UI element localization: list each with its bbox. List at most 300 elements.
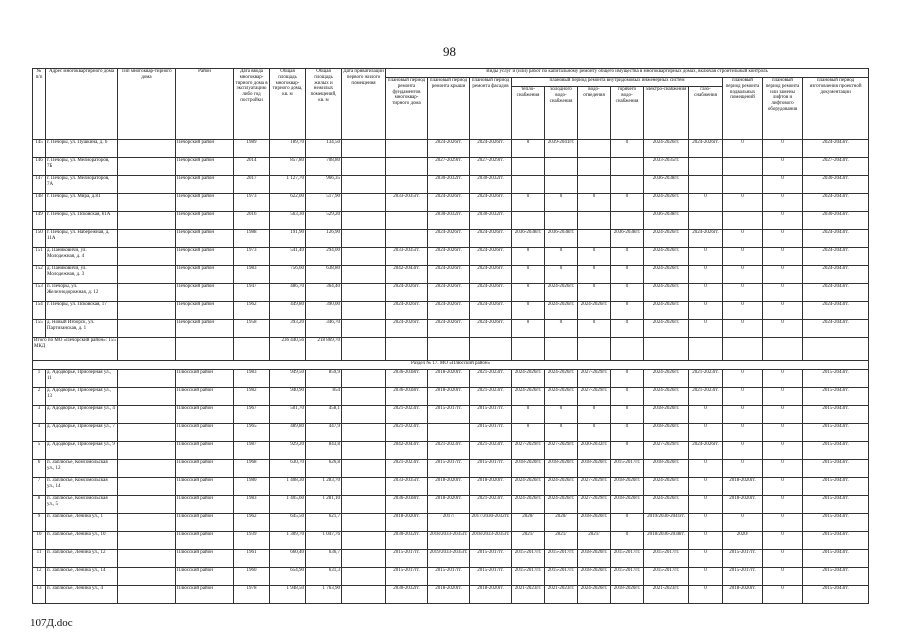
cell-lift: 0 [763, 158, 803, 176]
cell-total: 857,80 [270, 158, 306, 176]
cell-type [118, 514, 176, 532]
cell-heat [512, 176, 545, 194]
cell-year: 1973 [234, 248, 270, 266]
cell-type [118, 284, 176, 302]
cell-fund: 2033-2035гг. [386, 478, 428, 496]
cell-gas: 0 [689, 478, 723, 496]
cell-facade: 2024-2026гг. [470, 266, 512, 284]
cell-priv [342, 550, 386, 568]
cell-priv [342, 442, 386, 460]
cell-living: 843,8 [306, 442, 342, 460]
cell-year: 1968 [234, 460, 270, 478]
cell-fund [386, 158, 428, 176]
cell-drain: 0 [578, 406, 611, 424]
cell-district: Плюсский район [176, 442, 234, 460]
cell-district: Плюсский район [176, 388, 234, 406]
header-privatization: Дата приватизации первого жилого помещения [342, 69, 386, 140]
cell-docs: 2030-2043гг. [803, 212, 869, 230]
cell-docs: 2030-2043гг. [803, 176, 869, 194]
cell-docs: 2015-2043гг. [803, 586, 869, 604]
cell-lift: 0 [763, 550, 803, 568]
cell-cold: 0 [545, 194, 578, 212]
cell-drain: 0 [578, 194, 611, 212]
cell-drain: 2018-2020гг. [578, 568, 611, 586]
cell-hot [611, 158, 644, 176]
cell-year: 1939 [234, 532, 270, 550]
cell-fund: 2042-2043гг. [386, 266, 428, 284]
cell-living: 447,9 [306, 424, 342, 442]
cell-facade: 2024-2026гг. [470, 140, 512, 158]
cell-total: 449,80 [270, 302, 306, 320]
cell-priv [342, 514, 386, 532]
cell-heat: 0 [512, 320, 545, 338]
table-row [33, 442, 869, 460]
cell-address: г. Печоры, ул. Мелиораторов, 7А [46, 176, 118, 194]
cell-cold: 2024-2026гг. [545, 302, 578, 320]
cell-priv [342, 568, 386, 586]
header-drain: водо-отведения [578, 87, 611, 140]
cell-docs: 2024-2043гг. [803, 248, 869, 266]
cell-type [118, 406, 176, 424]
cell-no: 6 [33, 460, 46, 478]
cell-roof: 2018-2020гг. [428, 370, 470, 388]
header-hot: горячего водо-снабжения [611, 87, 644, 140]
cell-heat: 0 [512, 194, 545, 212]
cell-living: 364,40 [306, 284, 342, 302]
cell-type [118, 194, 176, 212]
cell-elec: 2036-2038гг. [644, 212, 689, 230]
cell-roof [428, 424, 470, 442]
cell-address: п. Заплюсье, Комсомольская ул., 5 [46, 496, 118, 514]
cell-basement: 0 [723, 248, 763, 266]
header-roof: плановый период ремонта крыши [428, 78, 470, 140]
cell-docs: 2027-2043гг. [803, 158, 869, 176]
cell-year: 1987 [234, 442, 270, 460]
cell-hot: 0 [611, 370, 644, 388]
header-total-area: Общая площадь многоквар-тирного дома, кв. м [270, 69, 306, 140]
header-living-area: Общая площадь жилых и нежилых помещений, кв. м [306, 69, 342, 140]
cell-basement: 0 [723, 302, 763, 320]
cell-priv [342, 266, 386, 284]
cell-total: 940,90 [270, 388, 306, 406]
cell-fund [386, 176, 428, 194]
cell-roof: 2018/2033-2035гг. [428, 532, 470, 550]
table-row [33, 158, 869, 176]
cell-drain [578, 230, 611, 248]
cell-facade: 2015-2017гг. [470, 460, 512, 478]
cell-hot [611, 176, 644, 194]
cell-priv [342, 424, 386, 442]
cell-no: 154 [33, 302, 46, 320]
cell-no: 1 [33, 370, 46, 388]
table-row [33, 194, 869, 212]
cell-roof: 2024-2026гг. [428, 140, 470, 158]
header-facade: плановый период ремонта фасадов [470, 78, 512, 140]
cell-district: Печорский район [176, 176, 234, 194]
cell-type [118, 568, 176, 586]
cell-no: 13 [33, 586, 46, 604]
cell-cold: 0 [545, 406, 578, 424]
cell-address: г. Печоры, ул. Набережная, д. 11А [46, 230, 118, 248]
table-row [33, 370, 869, 388]
cell-no: 153 [33, 284, 46, 302]
cell-facade: 2024-2026гг. [470, 320, 512, 338]
cell-drain: 2027-2029гг. [578, 496, 611, 514]
cell-type [118, 496, 176, 514]
cell-cold [545, 158, 578, 176]
cell-living: 638,80 [306, 266, 342, 284]
cell-address: п. Заплюсье, Комсомольская ул., 14 [46, 478, 118, 496]
header-lift: плановый период ремонта или замены лифтов и лифтового оборудования [763, 78, 803, 140]
cell-living: 708,80 [306, 158, 342, 176]
cell-fund: 2036-2038гг. [386, 388, 428, 406]
cell-type [118, 550, 176, 568]
cell-elec: 2024-2026гг. [644, 302, 689, 320]
cell-priv [342, 532, 386, 550]
table-row [33, 514, 869, 532]
cell-year: 1983 [234, 496, 270, 514]
cell-hot: 0 [611, 302, 644, 320]
cell-facade: 2018-2020гг. [470, 586, 512, 604]
cell-docs: 2015-2043гг. [803, 550, 869, 568]
cell-facade: 2024-2026гг. [470, 284, 512, 302]
cell-living: 529,20 [306, 212, 342, 230]
cell-year: 1988 [234, 230, 270, 248]
cell-lift: 0 [763, 248, 803, 266]
cell-basement: 0 [723, 388, 763, 406]
cell-no: 2 [33, 388, 46, 406]
cell-cold [545, 176, 578, 194]
cell-basement: 2018-2020гг. [723, 478, 763, 496]
cell-lift: 0 [763, 320, 803, 338]
cell-type [118, 532, 176, 550]
cell-fund: 2042-2043гг. [386, 442, 428, 460]
cell-year: 1980 [234, 478, 270, 496]
cell-facade: 2021-2023гг. [470, 370, 512, 388]
cell-lift: 0 [763, 496, 803, 514]
cell-lift: 0 [763, 370, 803, 388]
cell-type [118, 212, 176, 230]
cell-year: 1982 [234, 388, 270, 406]
cell-hot: 0 [611, 406, 644, 424]
cell-elec: 2024-2026гг. [644, 194, 689, 212]
cell-cold: 2021/ [545, 532, 578, 550]
cell-year: 1978 [234, 586, 270, 604]
cell-living: 626,8 [306, 460, 342, 478]
cell-year: 2016 [234, 212, 270, 230]
cell-lift: 0 [763, 424, 803, 442]
total-label: Итого по МО «Печорский район»: 155 МКД [33, 338, 118, 361]
header-no: № п/п [33, 69, 46, 140]
cell-gas: 2021-2023гг. [689, 388, 723, 406]
cell-roof: 2017/ [428, 514, 470, 532]
cell-heat: 0 [512, 248, 545, 266]
cell-no: 9 [33, 514, 46, 532]
cell-fund: 2033-2035гг. [386, 248, 428, 266]
cell-type [118, 460, 176, 478]
cell-year: 1967 [234, 406, 270, 424]
cell-living: 854 [306, 388, 342, 406]
cell-heat: 0 [512, 406, 545, 424]
cell-elec: 2024-2026гг. [644, 388, 689, 406]
cell-cold: 0 [545, 320, 578, 338]
cell-basement: 0 [723, 320, 763, 338]
totals [33, 338, 869, 370]
cell-cold: 2024-2026гг. [545, 478, 578, 496]
cell-district: Плюсский район [176, 532, 234, 550]
cell-roof: 2024-2026гг. [428, 194, 470, 212]
cell-drain: 2024-2026гг. [578, 586, 611, 604]
cell-gas: 2024-2026гг. [689, 442, 723, 460]
cell-basement [723, 158, 763, 176]
cell-gas: 0 [689, 424, 723, 442]
cell-docs: 2015-2043гг. [803, 406, 869, 424]
cell-priv [342, 230, 386, 248]
header-systems-group: плановый период ремонта внутридомовых инженерных систем [512, 78, 723, 87]
cell-district: Плюсский район [176, 406, 234, 424]
cell-hot: 0 [611, 424, 644, 442]
cell-facade: 2021-2023гг. [470, 388, 512, 406]
cell-elec: 2024-2026гг. [644, 320, 689, 338]
cell-type [118, 176, 176, 194]
cell-facade: 2015-2017гг. [470, 424, 512, 442]
cell-drain: 2021/ [578, 532, 611, 550]
cell-heat: 2020/ [512, 514, 545, 532]
cell-total: 563,30 [270, 212, 306, 230]
cell-gas: 2021-2023гг. [689, 370, 723, 388]
cell-lift: 0 [763, 406, 803, 424]
cell-basement: 0 [723, 266, 763, 284]
cell-lift: 0 [763, 514, 803, 532]
cell-elec: 2018/2036-2038гг. [644, 532, 689, 550]
cell-roof: 2030-2032гг. [428, 212, 470, 230]
cell-lift: 0 [763, 266, 803, 284]
cell-fund: 2021-2023гг. [386, 406, 428, 424]
cell-facade: 2015-2017гг. [470, 550, 512, 568]
cell-basement: 0 [723, 514, 763, 532]
cell-hot: 0 [611, 320, 644, 338]
table-row [33, 478, 869, 496]
cell-roof: 2018-2020гг. [428, 478, 470, 496]
cell-fund [386, 230, 428, 248]
cell-no: 148 [33, 194, 46, 212]
cell-docs: 2015-2043гг. [803, 532, 869, 550]
cell-total: 622,00 [270, 194, 306, 212]
cell-roof: 2015-2017гг. [428, 568, 470, 586]
cell-year: 1947 [234, 284, 270, 302]
cell-fund: 2030-2032гг. [386, 532, 428, 550]
cell-priv [342, 460, 386, 478]
cell-hot: 0 [611, 284, 644, 302]
plyussa-rows [33, 370, 869, 604]
cell-district: Печорский район [176, 194, 234, 212]
cell-district: Печорский район [176, 266, 234, 284]
cell-total: 189,70 [270, 140, 306, 158]
cell-district: Плюсский район [176, 586, 234, 604]
cell-district: Плюсский район [176, 460, 234, 478]
cell-hot: 2018-2020гг. [611, 586, 644, 604]
cell-living: 859,9 [306, 370, 342, 388]
cell-roof: 2015-2017гг. [428, 406, 470, 424]
cell-priv [342, 320, 386, 338]
cell-living: 458,1 [306, 406, 342, 424]
cell-living: 390,00 [306, 302, 342, 320]
header-basement: плановый период ремонта подвальных помещений [723, 78, 763, 140]
cell-basement: 2018-2020гг. [723, 496, 763, 514]
cell-heat: 2021-2023гг. [512, 586, 545, 604]
cell-heat: 0 [512, 140, 545, 158]
cell-address: г. Печоры, ул. Псковская, 17 [46, 302, 118, 320]
cell-address: п. Заплюсье, Комсомольская ул., 12 [46, 460, 118, 478]
cell-roof: 2018-2020гг. [428, 586, 470, 604]
cell-no: 146 [33, 158, 46, 176]
cell-no: 3 [33, 406, 46, 424]
cell-basement: 2020/ [723, 532, 763, 550]
cell-roof: 2024-2026гг. [428, 320, 470, 338]
cell-cold: 2024-2026гг. [545, 370, 578, 388]
cell-heat: 0 [512, 284, 545, 302]
cell-drain [578, 140, 611, 158]
table-row [33, 532, 869, 550]
header-district: Район [176, 69, 234, 140]
cell-district: Плюсский район [176, 478, 234, 496]
cell-heat: 0 [512, 424, 545, 442]
cell-docs: 2015-2043гг. [803, 568, 869, 586]
cell-address: д. Адодворье, Приозерная ул., 11 [46, 370, 118, 388]
cell-hot [611, 212, 644, 230]
table-row [33, 586, 869, 604]
cell-heat: 0 [512, 302, 545, 320]
cell-address: д. Адодворье, Приозерная ул., 7 [46, 424, 118, 442]
cell-roof: 2018-2020гг. [428, 496, 470, 514]
cell-heat: 0 [512, 266, 545, 284]
cell-cold: 2015-2017гг. [545, 568, 578, 586]
cell-fund: 2021-2023гг. [386, 460, 428, 478]
cell-docs: 2024-2043гг. [803, 320, 869, 338]
cell-gas: 0 [689, 460, 723, 478]
cell-elec: 2024-2026гг. [644, 140, 689, 158]
cell-drain: 0 [578, 320, 611, 338]
section-row [33, 361, 869, 370]
cell-type [118, 442, 176, 460]
cell-docs: 2015-2043гг. [803, 496, 869, 514]
cell-drain [578, 212, 611, 230]
cell-district: Плюсский район [176, 514, 234, 532]
cell-type [118, 424, 176, 442]
cell-hot: 0 [611, 140, 644, 158]
cell-priv [342, 212, 386, 230]
table-row [33, 406, 869, 424]
cell-total: 1 309,70 [270, 532, 306, 550]
cell-total: 191,90 [270, 230, 306, 248]
table-row [33, 388, 869, 406]
header-elec: электро-снабжения [644, 87, 689, 140]
cell-no: 10 [33, 532, 46, 550]
cell-district: Плюсский район [176, 496, 234, 514]
cell-elec: 2024-2026гг. [644, 266, 689, 284]
cell-fund: 2015-2017гг. [386, 568, 428, 586]
cell-drain: 0 [578, 424, 611, 442]
cell-roof: 2027-2029гг. [428, 158, 470, 176]
cell-gas: 0 [689, 514, 723, 532]
cell-living: 966,35 [306, 176, 342, 194]
cell-year: 1961 [234, 550, 270, 568]
cell-fund: 2024-2026гг. [386, 302, 428, 320]
cell-district: Печорский район [176, 230, 234, 248]
cell-year: 1965 [234, 424, 270, 442]
cell-fund: 2030-2032гг. [386, 586, 428, 604]
table-row [33, 496, 869, 514]
cell-heat: 2024-2026гг. [512, 496, 545, 514]
cell-basement: 2015-2017гг. [723, 550, 763, 568]
cell-lift: 0 [763, 284, 803, 302]
cell-facade: 2024-2026гг. [470, 302, 512, 320]
cell-heat: 2036-2038гг. [512, 230, 545, 248]
cell-facade: 2024-2026гг. [470, 248, 512, 266]
cell-priv [342, 194, 386, 212]
cell-type [118, 388, 176, 406]
cell-roof: 2021-2023гг. [428, 442, 470, 460]
page-number: 98 [443, 44, 456, 59]
cell-gas: 0 [689, 550, 723, 568]
capital-repair-table [32, 68, 869, 604]
header-works-group: Виды услуг и (или) работ по капитальному ремонту общего имущества в многоквартирных домах, включая строительный контроль [386, 69, 869, 78]
cell-address: п. Заплюсье, Ленина ул., 4 [46, 586, 118, 604]
cell-total: 486,70 [270, 284, 306, 302]
cell-priv [342, 140, 386, 158]
table-row [33, 284, 869, 302]
cell-roof: 2024-2026гг. [428, 230, 470, 248]
cell-facade: 2027-2029гг. [470, 158, 512, 176]
table-row [33, 140, 869, 158]
cell-type [118, 478, 176, 496]
cell-lift: 0 [763, 176, 803, 194]
cell-basement: 0 [723, 442, 763, 460]
cell-year: 1962 [234, 514, 270, 532]
cell-hot: 0 [611, 532, 644, 550]
cell-elec: 2024-2026гг. [644, 248, 689, 266]
cell-drain: 2027-2029гг. [578, 478, 611, 496]
cell-heat: 2024-2026гг. [512, 388, 545, 406]
cell-facade: 2021-2023гг. [470, 442, 512, 460]
cell-total: 949,50 [270, 370, 306, 388]
total-area-sum: 236 440,56 [270, 338, 306, 361]
cell-facade: 2018/2033-2035гг. [470, 532, 512, 550]
cell-basement: 0 [723, 460, 763, 478]
cell-basement: 0 [723, 194, 763, 212]
table-row [33, 230, 869, 248]
cell-docs: 2024-2043гг. [803, 230, 869, 248]
cell-district: Плюсский район [176, 550, 234, 568]
cell-elec: 2015-2017гг. [644, 550, 689, 568]
total-row [33, 338, 869, 361]
table-row [33, 302, 869, 320]
pechora-rows [33, 140, 869, 338]
cell-gas: 0 [689, 496, 723, 514]
cell-address: г. Печоры, ул. Пушкина, д. 6 [46, 140, 118, 158]
cell-cold: 2024-2026гг. [545, 496, 578, 514]
cell-address: п. Заплюсье, Ленина ул., 10 [46, 532, 118, 550]
cell-living: 631,3 [306, 568, 342, 586]
cell-total: 1 948,50 [270, 586, 306, 604]
cell-gas: 0 [689, 302, 723, 320]
cell-type [118, 248, 176, 266]
cell-elec: 2024-2026гг. [644, 370, 689, 388]
table-row [33, 320, 869, 338]
cell-fund: 2033-2035гг. [386, 194, 428, 212]
table-row [33, 550, 869, 568]
cell-address: д. Новый Изборск, ул. Партизанская, д. 1 [46, 320, 118, 338]
